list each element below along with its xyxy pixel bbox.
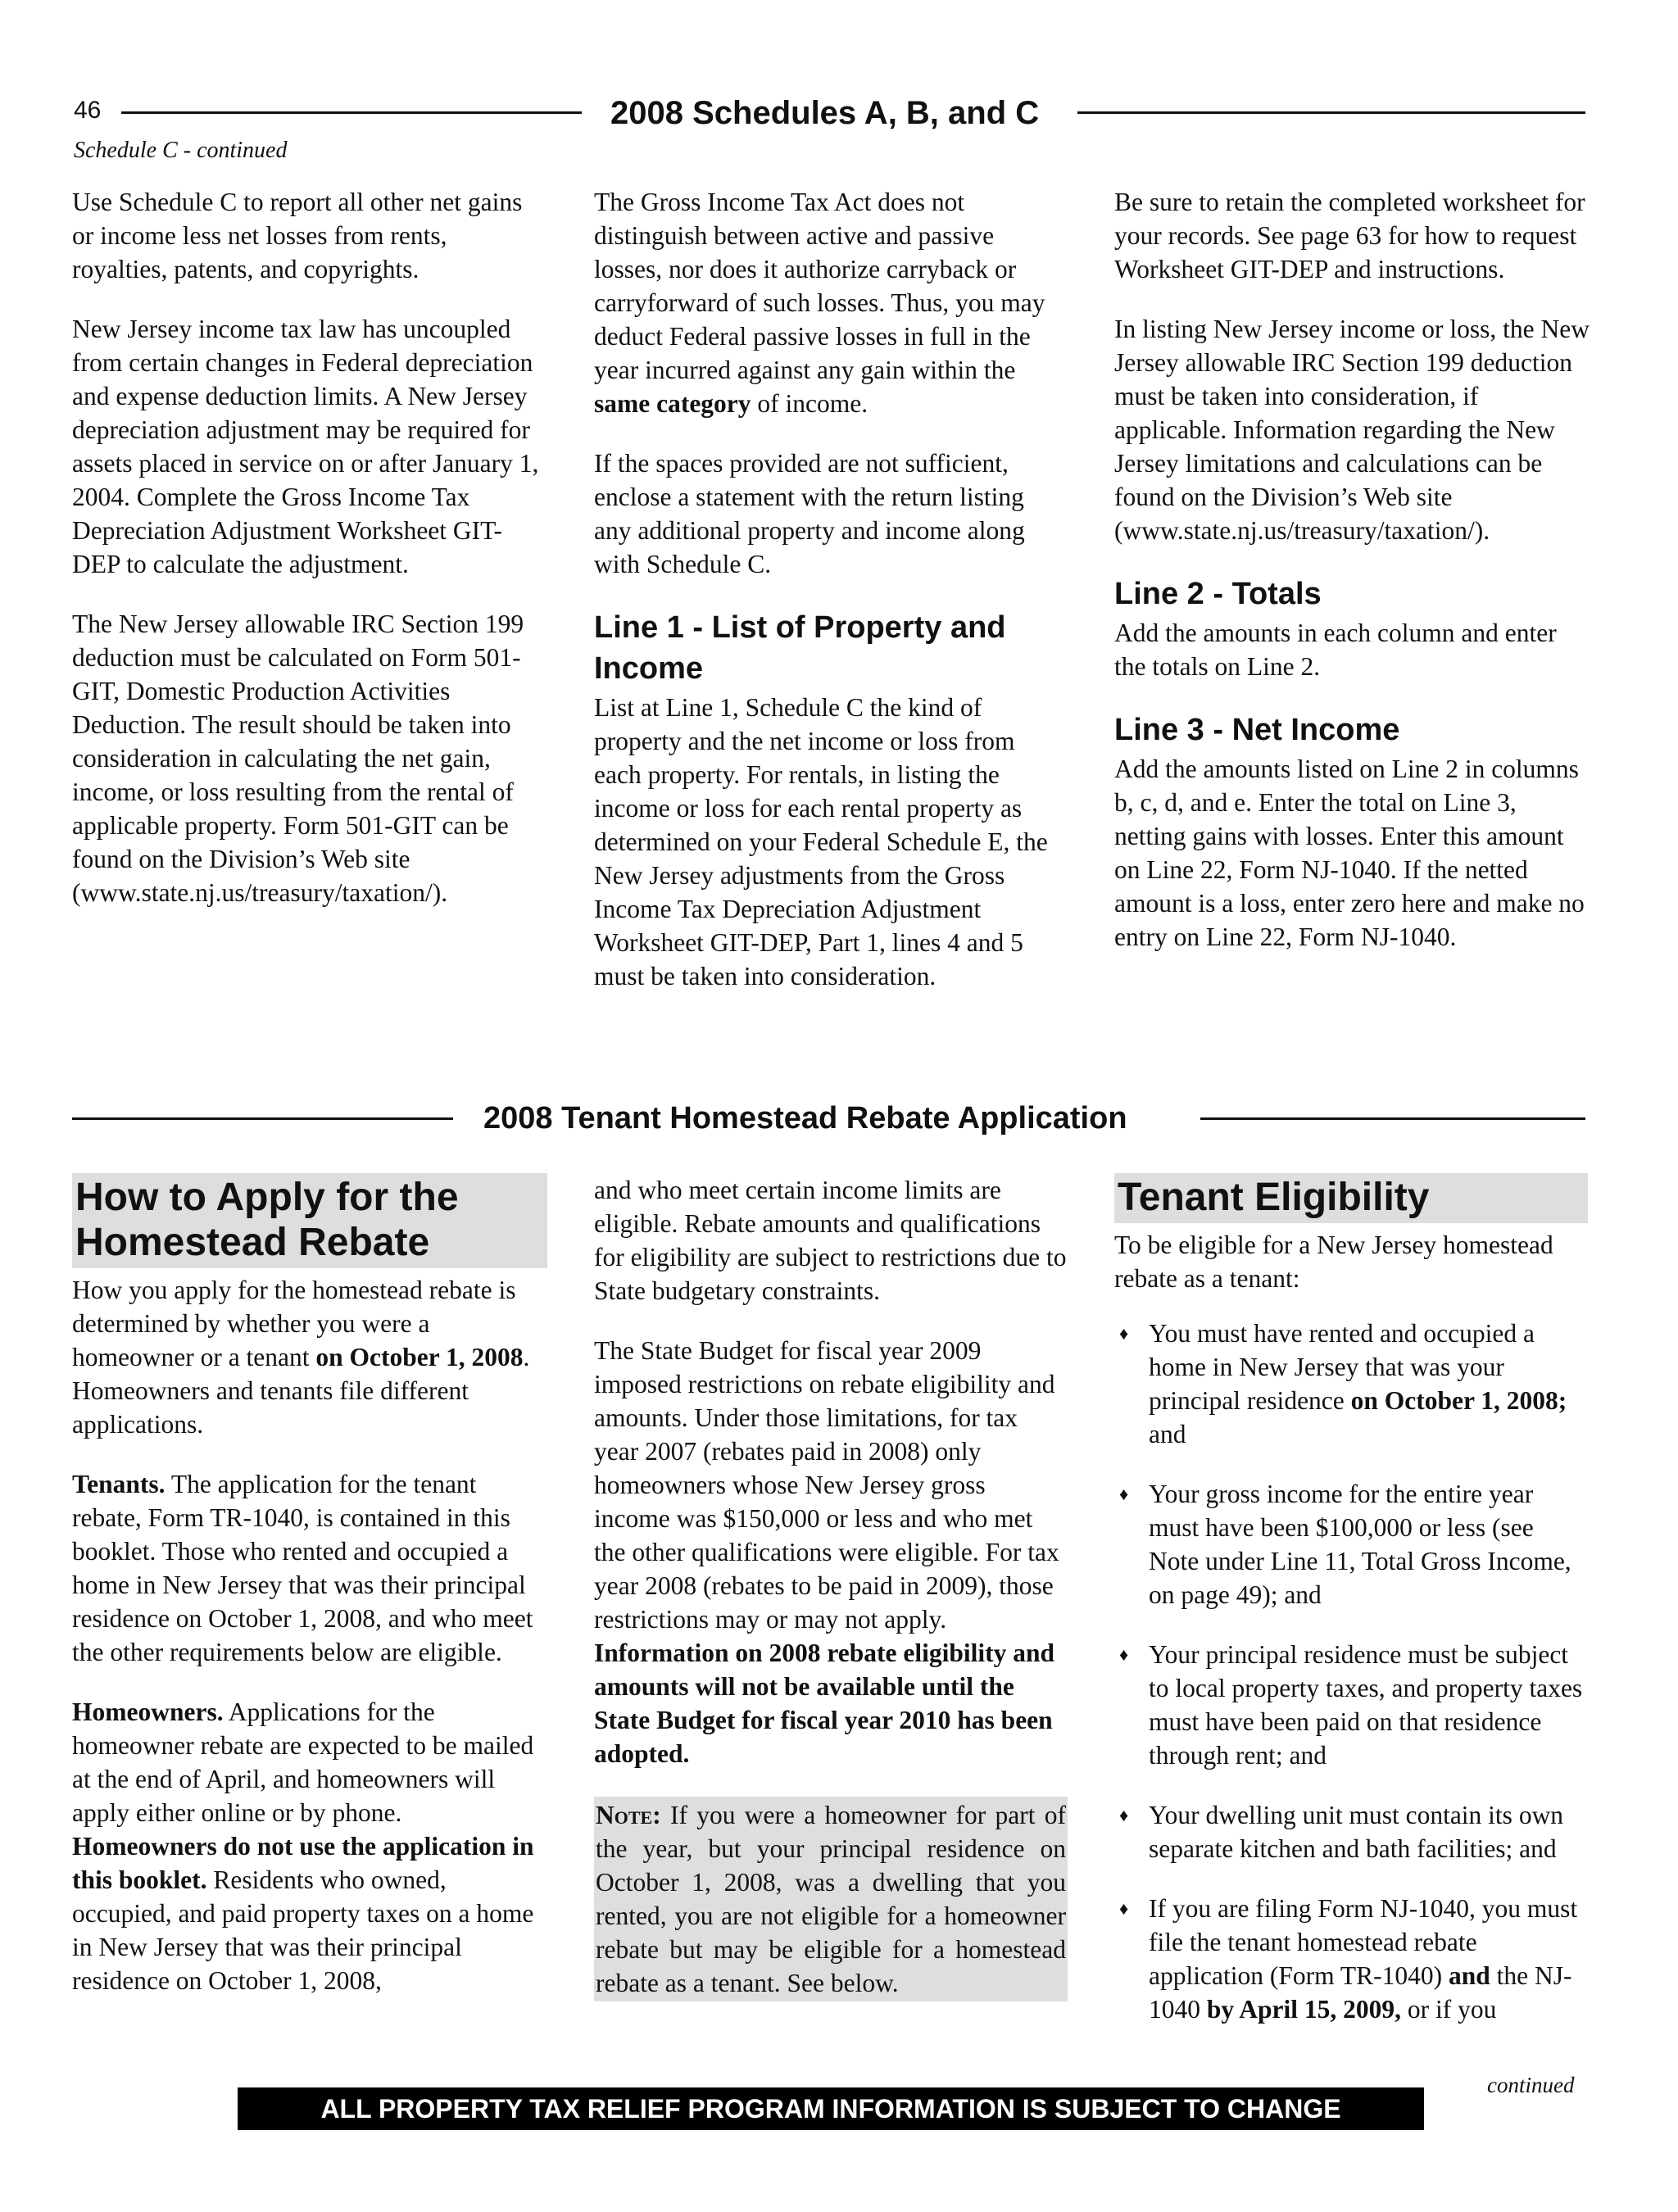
paragraph: The New Jersey allowable IRC Section 199 deduction must be calculated on Form 501-GIT, Domestic Production Activities Deduction. The result should be taken into consideration in calculating the net gain, income, or loss resulting from the rental of applicable property. Form 501-GIT can be found on the Division’s Web site (www.state.nj.us/treasury/taxation/). xyxy=(72,610,524,907)
header-rule-left xyxy=(121,111,582,114)
list-item: ♦ You must have rented and occupied a home in New Jersey that was your principal residence on October 1, 2008; and xyxy=(1114,1317,1588,1451)
list-item: ♦ Your principal residence must be subject to local property taxes, and property taxes must have been paid on that residence through rent; and xyxy=(1114,1638,1588,1772)
bold-text: Information on 2008 rebate eligibility and amounts will not be available until the State Budget for fiscal year 2010 has been adopted. xyxy=(594,1639,1055,1768)
paragraph: Tenants. The application for the tenant rebate, Form TR-1040, is contained in this booklet. Those who rented and occupied a home in New Jersey that was their principal residence on October 1, 2008, and who meet the other requirements below are eligible. xyxy=(72,1470,533,1666)
line-2-heading: Line 2 - Totals xyxy=(1114,577,1322,611)
list-item: ♦ Your dwelling unit must contain its own separate kitchen and bath facilities; and xyxy=(1114,1798,1588,1865)
paragraph: New Jersey income tax law has uncoupled from certain changes in Federal depreciation and expense deduction limits. A New Jersey depreciation adjustment may be required for assets placed in service on or after January 1, 2004. Complete the Gross Income Tax Depreciation Adjustment Worksheet GIT-DEP to calculate the adjustment. xyxy=(72,315,539,578)
tenant-column-2 xyxy=(594,1173,1068,2001)
footer-banner: ALL PROPERTY TAX RELIEF PROGRAM INFORMATION IS SUBJECT TO CHANGE xyxy=(238,2087,1424,2130)
paragraph: Use Schedule C to report all other net gains or income less net losses from rents, royalties, patents, and copyrights. xyxy=(72,188,523,283)
bold-text: Homeowners do not use the application in this booklet. xyxy=(72,1832,534,1894)
paragraph: Homeowners. Applications for the homeowner rebate are expected to be mailed at the end of April, and homeowners will apply either online or by phone. Homeowners do not use the application in this booklet. Residents who owned, occupied, and paid property taxes on a home in New Jersey that was their principal residence on October 1, 2008, xyxy=(72,1698,534,1995)
schedule-c-continued-label: Schedule C - continued xyxy=(74,138,288,163)
tenants-label: Tenants. xyxy=(72,1470,166,1498)
schedule-c-column-3 xyxy=(1114,185,1590,980)
bullet-diamond-icon: ♦ xyxy=(1119,1898,1129,1919)
tenant-column-3 xyxy=(1114,1173,1588,2052)
page-title: 2008 Schedules A, B, and C xyxy=(610,95,1040,131)
paragraph: Add the amounts in each column and enter the totals on Line 2. xyxy=(1114,619,1557,681)
how-to-apply-heading: How to Apply for the Homestead Rebate xyxy=(72,1173,547,1268)
bold-text: and xyxy=(1449,1961,1490,1990)
paragraph: The Gross Income Tax Act does not distinguish between active and passive losses, nor does it authorize carryback or carryforward of such losses. Thus, you may deduct Federal passive losses in full in the year incurred against any gain within the same category of income. xyxy=(594,188,1045,418)
homeowners-label: Homeowners. xyxy=(72,1698,224,1726)
schedule-c-column-2 xyxy=(594,185,1068,1019)
line-3-heading: Line 3 - Net Income xyxy=(1114,713,1400,747)
section-rule-right xyxy=(1200,1117,1585,1120)
eligibility-list xyxy=(1114,1317,1588,2026)
page-number: 46 xyxy=(74,97,102,124)
bold-text: by April 15, 2009, xyxy=(1206,1995,1402,2024)
bold-text: on October 1, 2008 xyxy=(315,1343,524,1371)
paragraph: If the spaces provided are not sufficient, enclose a statement with the return listing any additional property and income along with Schedule C. xyxy=(594,449,1025,578)
bullet-diamond-icon: ♦ xyxy=(1119,1484,1129,1504)
continued-label: continued xyxy=(1487,2073,1575,2097)
schedule-c-column-1 xyxy=(72,185,547,936)
line-1-heading: Line 1 - List of Property and Income xyxy=(594,610,1006,686)
list-item: ♦ Your gross income for the entire year must have been $100,000 or less (see Note under Line 11, Total Gross Income, on page 49); and xyxy=(1114,1477,1588,1611)
paragraph: List at Line 1, Schedule C the kind of property and the net income or loss from each property. For rentals, in listing the income or loss for each rental property as determined on your Federal Schedule E, the New Jersey adjustments from the Gross Income Tax Depreciation Adjustment Worksheet GIT-DEP, Part 1, lines 4 and 5 must be taken into consideration. xyxy=(594,693,1048,990)
tenant-eligibility-heading: Tenant Eligibility xyxy=(1114,1173,1588,1223)
bullet-diamond-icon: ♦ xyxy=(1119,1644,1129,1665)
bold-text: same category xyxy=(594,389,751,418)
paragraph: Add the amounts listed on Line 2 in columns b, c, d, and e. Enter the total on Line 3, netting gains with losses. Enter this amount on Line 22, Form NJ-1040. If the netted amount is a loss, enter zero here and make no entry on Line 22, Form NJ-1040. xyxy=(1114,755,1585,951)
paragraph: and who meet certain income limits are eligible. Rebate amounts and qualifications for eligibility are subject to restrictions due to State budgetary constraints. xyxy=(594,1176,1067,1305)
note-box: Note: If you were a homeowner for part of the year, but your principal residence on October 1, 2008, was a dwelling that you rented, you are not eligible for a homeowner rebate but may be eligible for a homestead rebate as a tenant. See below. xyxy=(594,1797,1068,2001)
paragraph: The State Budget for fiscal year 2009 imposed restrictions on rebate eligibility and amounts. Under those limitations, for tax year 2007 (rebates paid in 2008) only homeowners whose New Jersey gross income was $150,000 or less and who met the other qualifications were eligible. For tax year 2008 (rebates to be paid in 2009), those restrictions may or may not apply. Information on 2008 rebate eligibility and amounts will not be available until the State Budget for fiscal year 2010 has been adopted. xyxy=(594,1336,1059,1768)
header-rule-right xyxy=(1077,111,1585,114)
paragraph: To be eligible for a New Jersey homestead rebate as a tenant: xyxy=(1114,1231,1553,1293)
note-label: Note: xyxy=(596,1801,661,1829)
paragraph: Be sure to retain the completed worksheet for your records. See page 63 for how to request Worksheet GIT-DEP and instructions. xyxy=(1114,188,1585,283)
paragraph: In listing New Jersey income or loss, the New Jersey allowable IRC Section 199 deduction must be taken into consideration, if applicable. Information regarding the New Jersey limitations and calculations can be found on the Division’s Web site (www.state.nj.us/treasury/taxation/). xyxy=(1114,315,1590,545)
section-title: 2008 Tenant Homestead Rebate Application xyxy=(483,1101,1127,1135)
bullet-diamond-icon: ♦ xyxy=(1119,1805,1129,1825)
section-rule-left xyxy=(72,1117,453,1120)
list-item: ♦ If you are filing Form NJ-1040, you must file the tenant homestead rebate application (Form TR-1040) and the NJ-1040 by April 15, 2009, or if you xyxy=(1114,1892,1588,2026)
bold-text: on October 1, 2008; xyxy=(1350,1386,1567,1415)
bullet-diamond-icon: ♦ xyxy=(1119,1323,1129,1344)
paragraph: How you apply for the homestead rebate is determined by whether you were a homeowner or a tenant on October 1, 2008. Homeowners and tenants file different applications. xyxy=(72,1276,530,1439)
tenant-column-1 xyxy=(72,1173,547,2024)
